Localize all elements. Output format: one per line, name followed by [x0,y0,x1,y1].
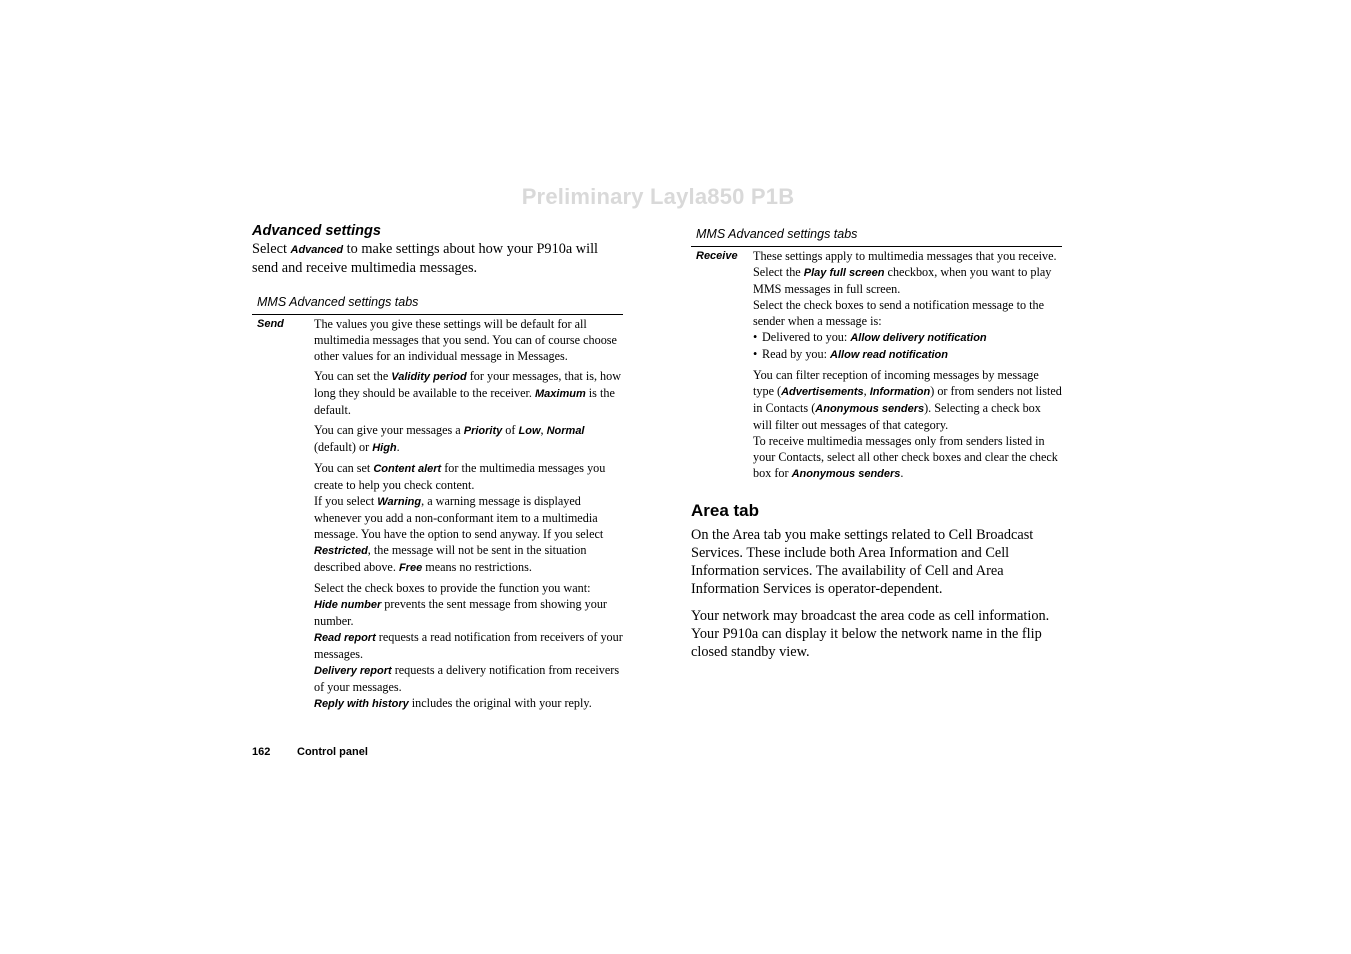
bullet-delivered: • Delivered to you: Allow delivery notification [753,330,987,344]
receive-paragraph-full-screen: Select the Play full screen checkbox, when you want to play MMS messages in full screen. [753,265,1052,296]
page-number: 162 [252,746,271,758]
page-footer [252,746,368,758]
send-paragraph-defaults: The values you give these settings will be default for all multimedia messages that you send. You can of course choose other values for an individual message in Messages. [314,317,617,363]
bullet-read: • Read by you: Allow read notification [753,347,948,361]
send-settings-table [252,314,623,712]
receive-paragraph-filter: You can filter reception of incoming messages by message type (Advertisements, Information) or from senders not listed in Contacts (Anonymous senders). Selecting a check box will filter out messages of that category. To receive multimedia messages only from senders listed in your Contacts, select all other check boxes and clear the check box for Anonymous senders. [753,368,1062,480]
area-tab-heading: Area tab [691,501,760,520]
right-column [691,226,1062,661]
receive-paragraph-intro: These settings apply to multimedia messages that you receive. [753,249,1057,263]
advanced-settings-intro: Select Advanced to make settings about how your P910a will send and receive multimedia messages. [252,241,599,276]
receive-paragraph-notification: Select the check boxes to send a notification message to the sender when a message is: [753,298,1045,328]
preliminary-watermark: Preliminary Layla850 P1B [521,184,795,209]
send-table-caption: MMS Advanced settings tabs [257,295,419,309]
receive-table-caption: MMS Advanced settings tabs [696,227,858,241]
send-paragraph-validity: You can set the Validity period for your messages, that is, how long they should be available to the receiver. Maximum is the default. [314,369,622,417]
section-name: Control panel [297,746,368,758]
receive-row-body [753,247,1062,482]
send-row-body [314,315,623,712]
send-paragraph-checkboxes: Select the check boxes to provide the function you want: Hide number prevents the sent message from showing your number. Read report requests a read notification from receivers of your messages. Delivery report requests a delivery notification from receivers of your messages. Reply with history includes the original with your reply. [314,581,623,710]
send-row-label: Send [257,318,284,330]
receive-row-label: Receive [696,250,738,262]
left-column [252,222,623,712]
send-paragraph-priority: You can give your messages a Priority of Low, Normal (default) or High. [314,423,585,454]
send-paragraph-content-alert: You can set Content alert for the multimedia messages you create to help you check content. If you select Warning, a warning message is displayed whenever you add a non-conformant item to a multimedia message. You have the option to send anyway. If you select Restricted, the message will not be sent in the situation described above. Free means no restrictions. [314,461,606,574]
advanced-settings-heading: Advanced settings [252,223,381,239]
receive-settings-table [691,246,1062,482]
area-tab-paragraph-2: Your network may broadcast the area code as cell information. Your P910a can display it below the network name in the flip closed standby view. [691,608,1050,660]
advanced-keyword: Advanced [290,244,344,256]
area-tab-paragraph-1: On the Area tab you make settings related to Cell Broadcast Services. These include both Area Information and Cell Information services. The availability of Cell and Area Information Services is operator-dependent. [691,527,1034,597]
